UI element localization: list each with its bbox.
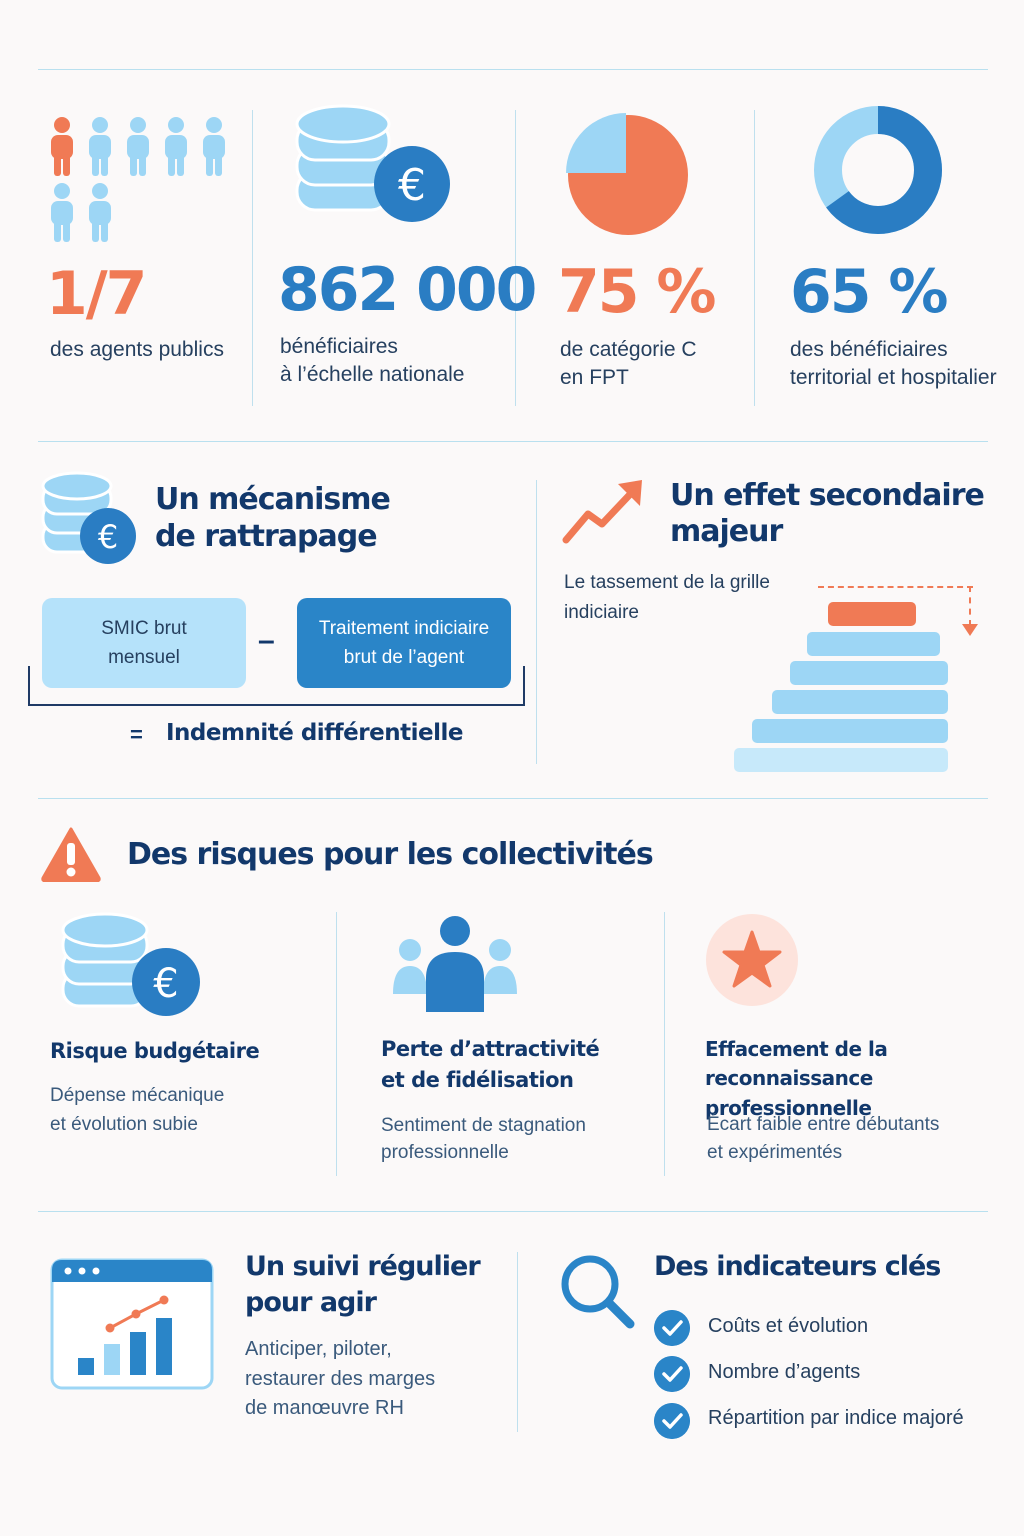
donut-chart-icon [810,102,946,238]
svg-text:€: € [398,160,426,211]
magnifier-icon [558,1252,638,1332]
steps-icon [730,580,980,780]
risk-desc: professionnelle [381,1142,509,1163]
stat-value: 1/7 [46,259,146,329]
dashboard-chart-icon [50,1258,214,1392]
risk-desc: et expérimentés [707,1142,843,1163]
risks-title: Des risques pour les collectivités [127,837,653,872]
stat-caption: territorial et hospitalier [790,366,997,389]
group-icon [390,914,520,1014]
risk-title: reconnaissance professionnelle [705,1066,873,1120]
pie-chart-icon [563,110,693,240]
divider [517,1252,518,1432]
svg-text:€: € [153,961,179,1007]
risk-title: Perte d’attractivité [381,1037,600,1061]
monitoring-desc: Anticiper, piloter, [245,1338,392,1360]
stat-value: 65 % [790,257,947,327]
salary-box-label: brut de l’agent [343,647,465,668]
star-badge-icon [704,912,800,1008]
divider [38,798,988,799]
risk-desc: Écart faible entre débutants [707,1114,940,1135]
monitoring-desc: restaurer des marges [245,1368,436,1390]
monitoring-title: pour agir [245,1287,376,1318]
risk-title: Effacement de la [705,1037,888,1061]
check-icon [654,1310,690,1346]
monitoring-title: Un suivi régulier [245,1251,480,1282]
smic-box-label: mensuel [108,647,180,668]
monitoring-desc: de manœuvre RH [245,1397,404,1419]
bracket [28,666,525,706]
divider [664,912,665,1176]
risk-title: et de fidélisation [381,1068,574,1092]
result-label: Indemnité différentielle [166,720,463,746]
stat-caption: à l’échelle nationale [280,363,465,386]
svg-text:€: € [97,518,119,556]
check-icon [654,1356,690,1392]
check-icon [654,1403,690,1439]
stat-caption: bénéficiaires [280,335,398,358]
minus-operator: – [258,624,275,657]
risk-title: Risque budgétaire [50,1039,260,1063]
stat-caption: de catégorie C [560,338,697,361]
divider [38,441,988,442]
stat-caption: des bénéficiaires [790,338,948,361]
coins-euro-icon [294,102,460,226]
risk-desc: Sentiment de stagnation [381,1115,586,1136]
equals-sign: = [130,722,143,747]
smic-box-label: SMIC brut [101,618,187,639]
divider [38,69,988,70]
indicators-title: Des indicateurs clés [654,1251,941,1282]
side-effect-title: Un effet secondaire [670,478,984,513]
trend-arrow-icon [562,478,646,546]
divider [38,1211,988,1212]
stat-caption: des agents publics [50,338,224,361]
stat-caption: en FPT [560,366,629,389]
side-effect-desc: Le tassement de la grille [564,572,770,593]
divider [336,912,337,1176]
people-icon [44,112,234,246]
salary-box-label: Traitement indiciaire [318,618,490,639]
side-effect-desc: indiciaire [564,602,639,623]
risk-desc: Dépense mécanique [50,1085,225,1106]
mechanism-title: Un mécanisme [155,482,390,517]
indicator-item: Coûts et évolution [708,1315,869,1337]
mechanism-title: de rattrapage [155,519,377,554]
stat-value: 862 000 [278,255,536,325]
indicator-item: Nombre d’agents [708,1361,861,1383]
side-effect-title: majeur [670,514,783,549]
divider [754,110,755,406]
coins-euro-icon [40,470,140,566]
divider [536,480,537,764]
stat-value: 75 % [558,257,715,327]
divider [252,110,253,406]
indicator-item: Répartition par indice majoré [708,1407,964,1429]
coins-euro-icon [60,910,206,1020]
risk-desc: et évolution subie [50,1114,198,1135]
warning-icon [40,826,102,882]
